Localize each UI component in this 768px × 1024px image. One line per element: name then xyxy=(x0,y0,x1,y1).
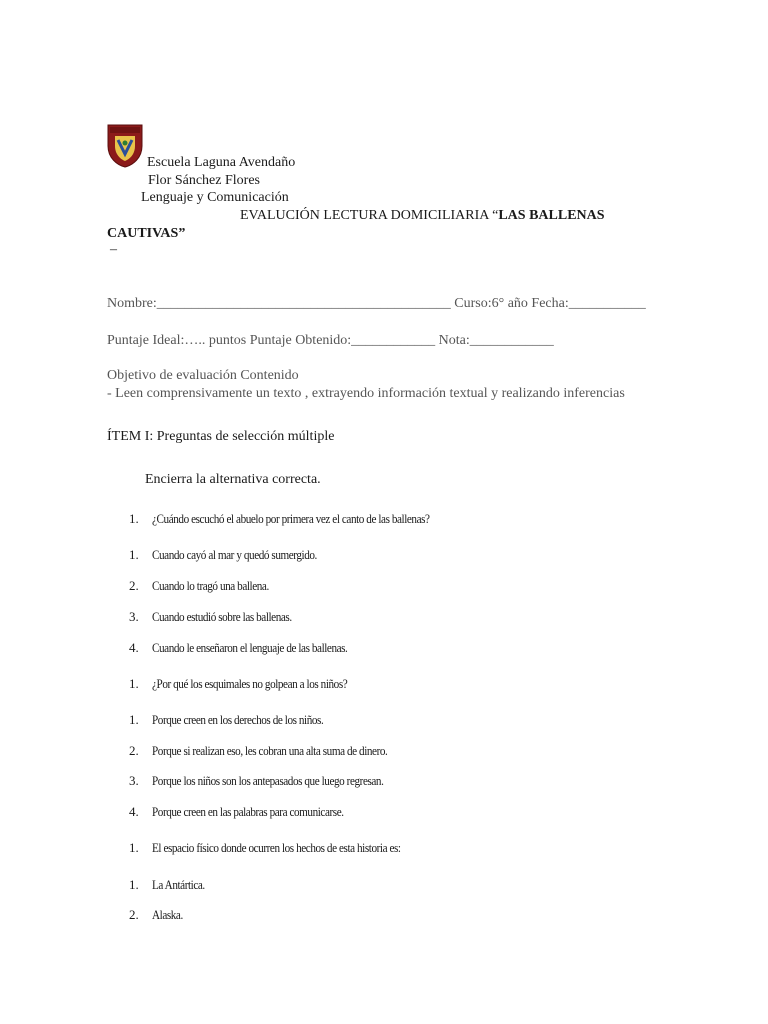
option-number: 3. xyxy=(129,773,139,788)
option-text: Cuando le enseñaron el lenguaje de las ballenas. xyxy=(152,640,348,655)
title-bold-2: CAUTIVAS” xyxy=(107,226,186,241)
evaluation-title-cont xyxy=(107,226,185,242)
school-crest-logo xyxy=(107,124,143,168)
option-number: 2. xyxy=(129,907,139,922)
option-number: 1. xyxy=(129,547,139,562)
question-text: ¿Por qué los esquimales no golpean a los niños? xyxy=(152,676,348,691)
option-text: Porque los niños son los antepasados que luego regresan. xyxy=(152,773,384,788)
subject-name: Lenguaje y Comunicación xyxy=(141,190,289,205)
question-text: ¿Cuándo escuchó el abuelo por primera vez el canto de las ballenas? xyxy=(152,511,430,526)
teacher-name: Flor Sánchez Flores xyxy=(148,173,260,188)
title-dash: – xyxy=(110,242,117,257)
option-number: 4. xyxy=(129,640,139,655)
nombre-curso-fecha-line: Nombre:__________________________________________ Curso:6° año Fecha:___________ xyxy=(107,296,646,311)
option-number: 1. xyxy=(129,877,139,892)
option-text: Porque creen en las palabras para comunicarse. xyxy=(152,804,344,819)
option-number: 4. xyxy=(129,804,139,819)
option-number: 1. xyxy=(129,712,139,727)
option-text: Cuando estudió sobre las ballenas. xyxy=(152,609,292,624)
option-text: Cuando cayó al mar y quedó sumergido. xyxy=(152,547,317,562)
option-number: 2. xyxy=(129,743,139,758)
objective-text: - Leen comprensivamente un texto , extrayendo información textual y realizando inferencias xyxy=(107,386,625,401)
question-number: 1. xyxy=(129,840,139,855)
title-bold-1: LAS BALLENAS xyxy=(498,208,605,223)
option-text: Porque creen en los derechos de los niños. xyxy=(152,712,324,727)
question-text: El espacio físico donde ocurren los hechos de esta historia es: xyxy=(152,840,401,855)
puntaje-nota-line: Puntaje Ideal:….. puntos Puntaje Obtenido:____________ Nota:____________ xyxy=(107,333,554,348)
option-text: Alaska. xyxy=(152,907,183,922)
item-heading: ÍTEM I: Preguntas de selección múltiple xyxy=(107,429,335,444)
school-name: Escuela Laguna Avendaño xyxy=(147,155,296,170)
item-instruction: Encierra la alternativa correcta. xyxy=(145,472,321,487)
option-text: Cuando lo tragó una ballena. xyxy=(152,578,269,593)
question-number: 1. xyxy=(129,511,139,526)
option-number: 2. xyxy=(129,578,139,593)
option-number: 3. xyxy=(129,609,139,624)
title-prefix: EVALUCIÓN LECTURA DOMICILIARIA “ xyxy=(240,208,499,223)
evaluation-title xyxy=(240,208,605,224)
question-number: 1. xyxy=(129,676,139,691)
objective-heading: Objetivo de evaluación Contenido xyxy=(107,368,299,383)
option-text: Porque si realizan eso, les cobran una alta suma de dinero. xyxy=(152,743,388,758)
option-text: La Antártica. xyxy=(152,877,205,892)
